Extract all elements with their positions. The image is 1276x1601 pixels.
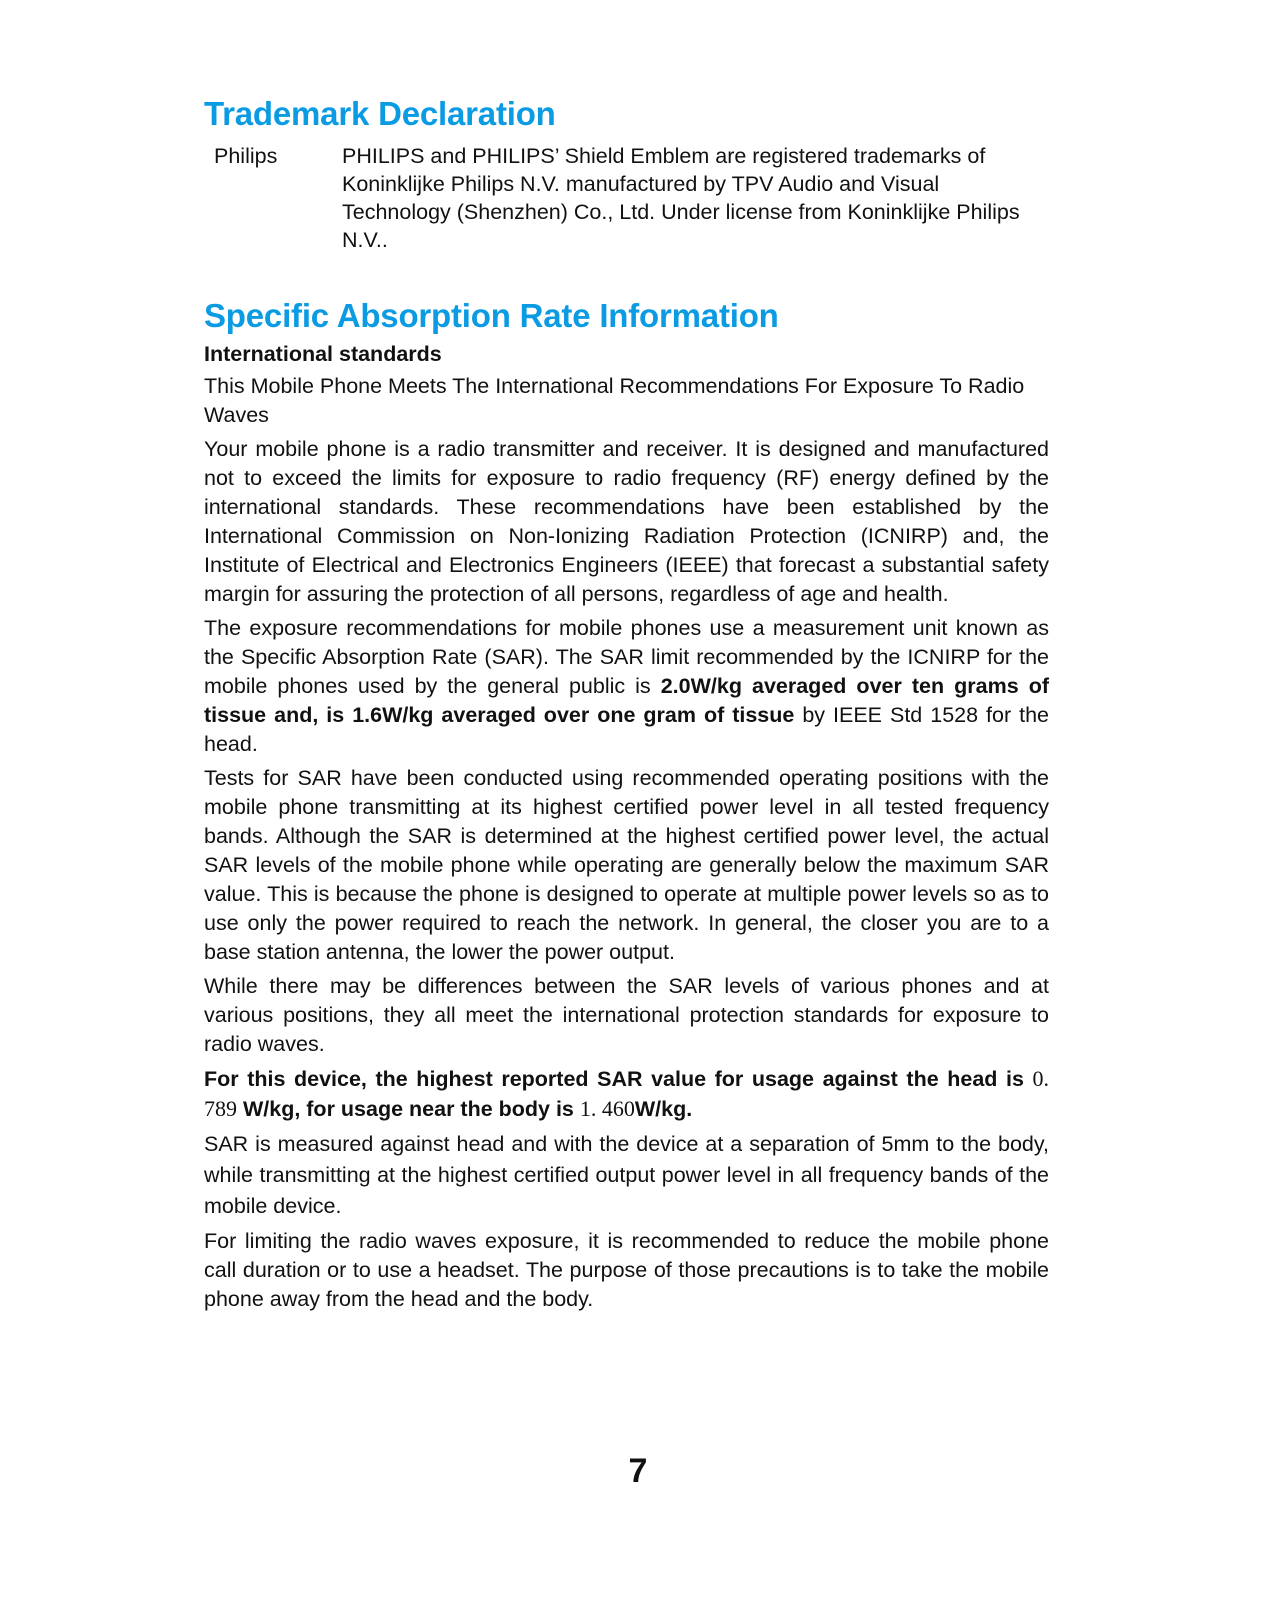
trademark-row [204,142,1049,254]
device-sar-text-2: W/kg, for usage near the body is [237,1097,580,1121]
trademark-brand: Philips [214,144,278,168]
sar-paragraph-2 [204,614,1049,759]
device-sar-values [204,1064,1049,1124]
sar-paragraph-3: Tests for SAR have been conducted using recommended operating positions with the mobile phone transmitting at its highest certified power level in all tested frequency bands. Although the SAR is determined at the highest certified power level, the actual SAR levels of the mobile phone while operating are generally below the maximum SAR value. This is because the phone is designed to operate at multiple power levels so as to use only the power required to reach the network. In general, the closer you are to a base station antenna, the lower the power output. [204,766,1049,964]
head-sar-value: 0. 789 [204,1066,1049,1121]
sar-intro: This Mobile Phone Meets The International Recommendations For Exposure To Radio Waves [204,374,1025,427]
trademark-text: PHILIPS and PHILIPS’ Shield Emblem are registered trademarks of Koninklijke Philips N.V. manufactured by TPV Audio and Visual Technology (Shenzhen) Co., Ltd. Under license from Koninklijke Philips N.V.. [342,144,1020,252]
document-page [204,92,1049,1319]
sar-p2-text-after: by IEEE Std 1528 for the head. [204,703,1049,756]
sar-title: Specific Absorption Rate Information [204,297,779,334]
international-standards-heading: International standards [204,342,442,366]
sar-paragraph-1: Your mobile phone is a radio transmitter and receiver. It is designed and manufactured not to exceed the limits for exposure to radio frequency (RF) energy defined by the international standards. These recommendations have been established by the International Commission on Non-Ionizing Radiation Protection (ICNIRP) and, the Institute of Electrical and Electronics Engineers (IEEE) that forecast a substantial safety margin for assuring the protection of all persons, regardless of age and health. [204,437,1049,606]
device-sar-text: For this device, the highest reported SAR value for usage against the head is [204,1067,1033,1091]
body-sar-value: 1. 460 [579,1096,635,1121]
trademark-title: Trademark Declaration [204,95,556,132]
sar-paragraph-6: For limiting the radio waves exposure, it is recommended to reduce the mobile phone call duration or to use a headset. The purpose of those precautions is to take the mobile phone away from the head and the body. [204,1229,1049,1311]
sar-paragraph-5: SAR is measured against head and with the device at a separation of 5mm to the body, while transmitting at the highest certified output power level in all frequency bands of the mobile device. [204,1132,1049,1218]
sar-limit-bold: 2.0W/kg averaged over ten grams of tissue and, is 1.6W/kg averaged over one gram of tissue [204,674,1049,727]
page-number: 7 [628,1452,648,1490]
sar-p2-text: The exposure recommendations for mobile phones use a measurement unit known as the Specific Absorption Rate (SAR). The SAR limit recommended by the ICNIRP for the mobile phones used by the general public is [204,616,1049,698]
device-sar-unit: W/kg. [634,1097,693,1121]
sar-paragraph-4: While there may be differences between the SAR levels of various phones and at various positions, they all meet the international protection standards for exposure to radio waves. [204,974,1049,1056]
